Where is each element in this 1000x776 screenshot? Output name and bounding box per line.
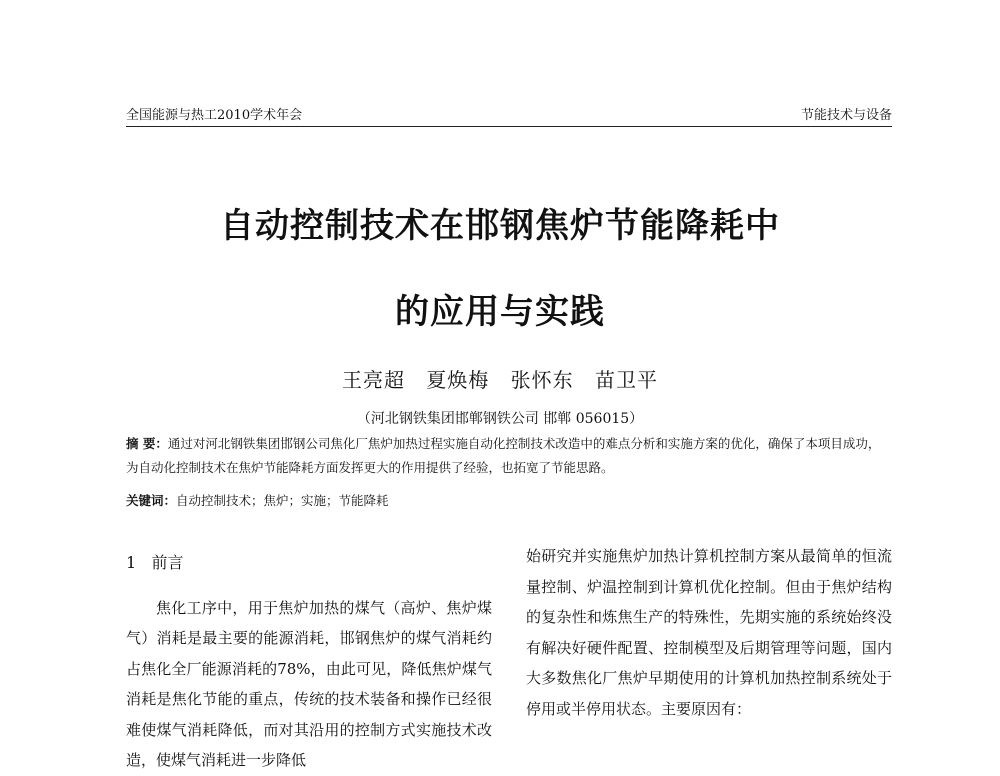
body-column-right bbox=[526, 541, 892, 724]
header-conference: 全国能源与热工2010学术年会 bbox=[126, 108, 303, 123]
body-paragraph-left: 焦化工序中，用于焦炉加热的煤气（高炉、焦炉煤气）消耗是最主要的能源消耗，邯钢焦炉的煤气消耗约占焦化全厂能源消耗的78%，由此可见，降低焦炉煤气消耗是焦化节能的重点，传统的技术装备和操作已经很难使煤气消耗降低，而对其沿用的控制方式实施技术改造，使煤气消耗进一步降低 bbox=[126, 598, 492, 769]
author-list: 王亮超 夏焕梅 张怀东 苗卫平 bbox=[341, 368, 659, 392]
body-column-left bbox=[126, 548, 492, 776]
running-header bbox=[126, 104, 892, 127]
affiliation: （河北钢铁集团邯郸钢铁公司 邯郸 056015） bbox=[356, 411, 644, 427]
paper-title-line-2: 的应用与实践 bbox=[395, 292, 605, 332]
section-heading bbox=[126, 548, 492, 579]
section-title: 前言 bbox=[151, 553, 184, 572]
abstract bbox=[126, 432, 892, 480]
abstract-label: 摘 要： bbox=[126, 436, 168, 451]
keywords bbox=[126, 491, 892, 509]
abstract-text: 通过对河北钢铁集团邯钢公司焦化厂焦炉加热过程实施自动化控制技术改造中的难点分析和实施方案的优化，确保了本项目成功，为自动化控制技术在焦炉节能降耗方面发挥更大的作用提供了经验，也拓宽了节能思路。 bbox=[126, 436, 881, 475]
body-paragraph-right: 始研究并实施焦炉加热计算机控制方案从最简单的恒流量控制、炉温控制到计算机优化控制。但由于焦炉结构的复杂性和炼焦生产的特殊性，先期实施的系统始终没有解决好硬件配置、控制模型及后期管理等问题，国内大多数焦化厂焦炉早期使用的计算机加热控制系统处于停用或半停用状态。主要原因有： bbox=[526, 547, 892, 718]
section-number: 1 bbox=[126, 553, 137, 572]
header-section: 节能技术与设备 bbox=[800, 108, 892, 123]
keywords-text: 自动控制技术；焦炉；实施；节能降耗 bbox=[176, 493, 389, 508]
paper-title-line-1: 自动控制技术在邯钢焦炉节能降耗中 bbox=[220, 206, 780, 246]
keywords-label: 关键词： bbox=[126, 493, 177, 508]
